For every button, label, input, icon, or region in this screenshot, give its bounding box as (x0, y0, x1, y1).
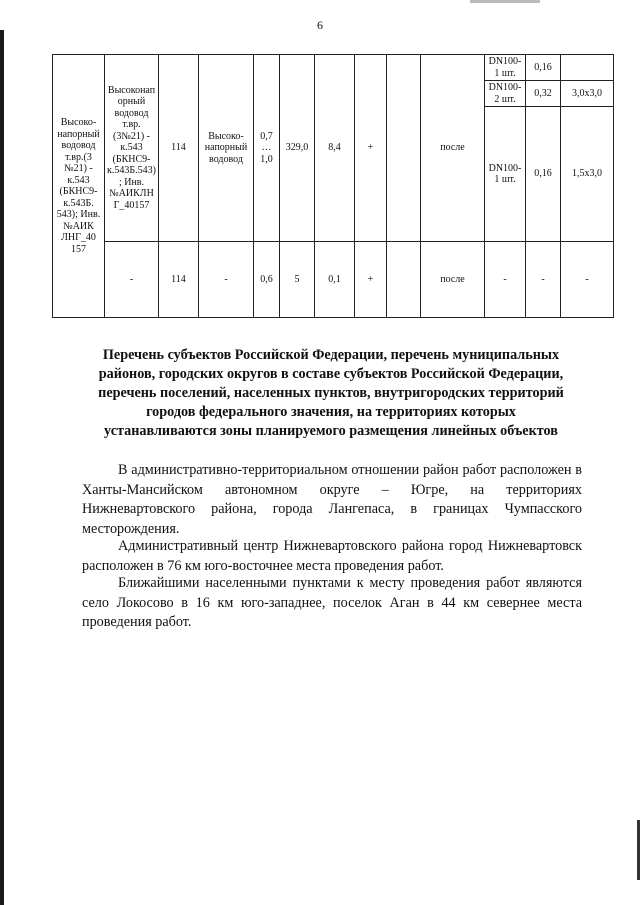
pipeline-table (52, 54, 614, 318)
scan-smudge (470, 0, 540, 3)
table-cell-mark: + (355, 55, 387, 242)
table-cell-size: 1,5х3,0 (561, 107, 614, 242)
table-cell-type: - (199, 242, 254, 318)
table-cell-value: - (526, 242, 561, 318)
table-cell-size (561, 55, 614, 81)
table-cell-stage: после (421, 242, 485, 318)
section-heading: Перечень субъектов Российской Федерации, перечень муниципальных районов, городских округов в составе субъектов Российской Федерации, перечень поселений, населенных пунктов, внутригородских территорий городов федерального значения, на территориях которых устанавливаются зоны планируемого размещения линейных объектов (98, 347, 564, 439)
table-cell-name: Высоко- напорный водовод т.вр.(3 №21) - к.543 (БКНС9-к.543Б. 543); Инв. №АИК ЛНГ_40 157 (53, 55, 105, 318)
table-cell-item: - (485, 242, 526, 318)
table-cell-size: 3,0х3,0 (561, 81, 614, 107)
table-cell-diameter: 114 (159, 55, 199, 242)
table-cell-size: - (561, 242, 614, 318)
table-cell-route: Высоконапорный водовод т.вр.(3№21) - к.543 (БКНС9-к.543Б.543); Инв. №АИКЛНГ_40157 (105, 55, 159, 242)
table-cell-pressure: 0,7…1,0 (254, 55, 280, 242)
paragraph-admin-center: Административный центр Нижневартовского района город Нижневартовск расположен в 76 км юго-восточнее места проведения работ. (82, 538, 582, 574)
table-cell-empty (387, 242, 421, 318)
table-cell-length: 5 (280, 242, 315, 318)
table-cell-empty (387, 55, 421, 242)
table-cell-route: - (105, 242, 159, 318)
table-cell-mark: + (355, 242, 387, 318)
paragraph-settlements: Ближайшими населенными пунктами к месту проведения работ являются село Локосово в 16 км юго-западнее, поселок Аган в 44 км севернее места проведения работ. (82, 575, 582, 630)
table-cell-value: 0,16 (526, 55, 561, 81)
table-cell-thickness: 0,1 (315, 242, 355, 318)
table-cell-pressure: 0,6 (254, 242, 280, 318)
table-cell-length: 329,0 (280, 55, 315, 242)
page-number: 6 (317, 18, 323, 32)
table-cell-item: DN100-2 шт. (485, 81, 526, 107)
table-cell-value: 0,32 (526, 81, 561, 107)
table-row (53, 242, 614, 318)
table-row (53, 55, 614, 81)
table-cell-stage: после (421, 55, 485, 242)
scan-left-edge (0, 30, 4, 905)
table-cell-diameter: 114 (159, 242, 199, 318)
table-cell-item: DN100-1 шт. (485, 55, 526, 81)
table-cell-thickness: 8,4 (315, 55, 355, 242)
table-cell-value: 0,16 (526, 107, 561, 242)
table-cell-type: Высоко-напорный водовод (199, 55, 254, 242)
paragraph-location: В административно-территориальном отношении район работ расположен в Ханты-Мансийском автономном округе – Югре, на территориях Нижневартовского района, города Лангепаса, в границах Чумпасского месторождения. (82, 462, 582, 537)
table-cell-item: DN100-1 шт. (485, 107, 526, 242)
